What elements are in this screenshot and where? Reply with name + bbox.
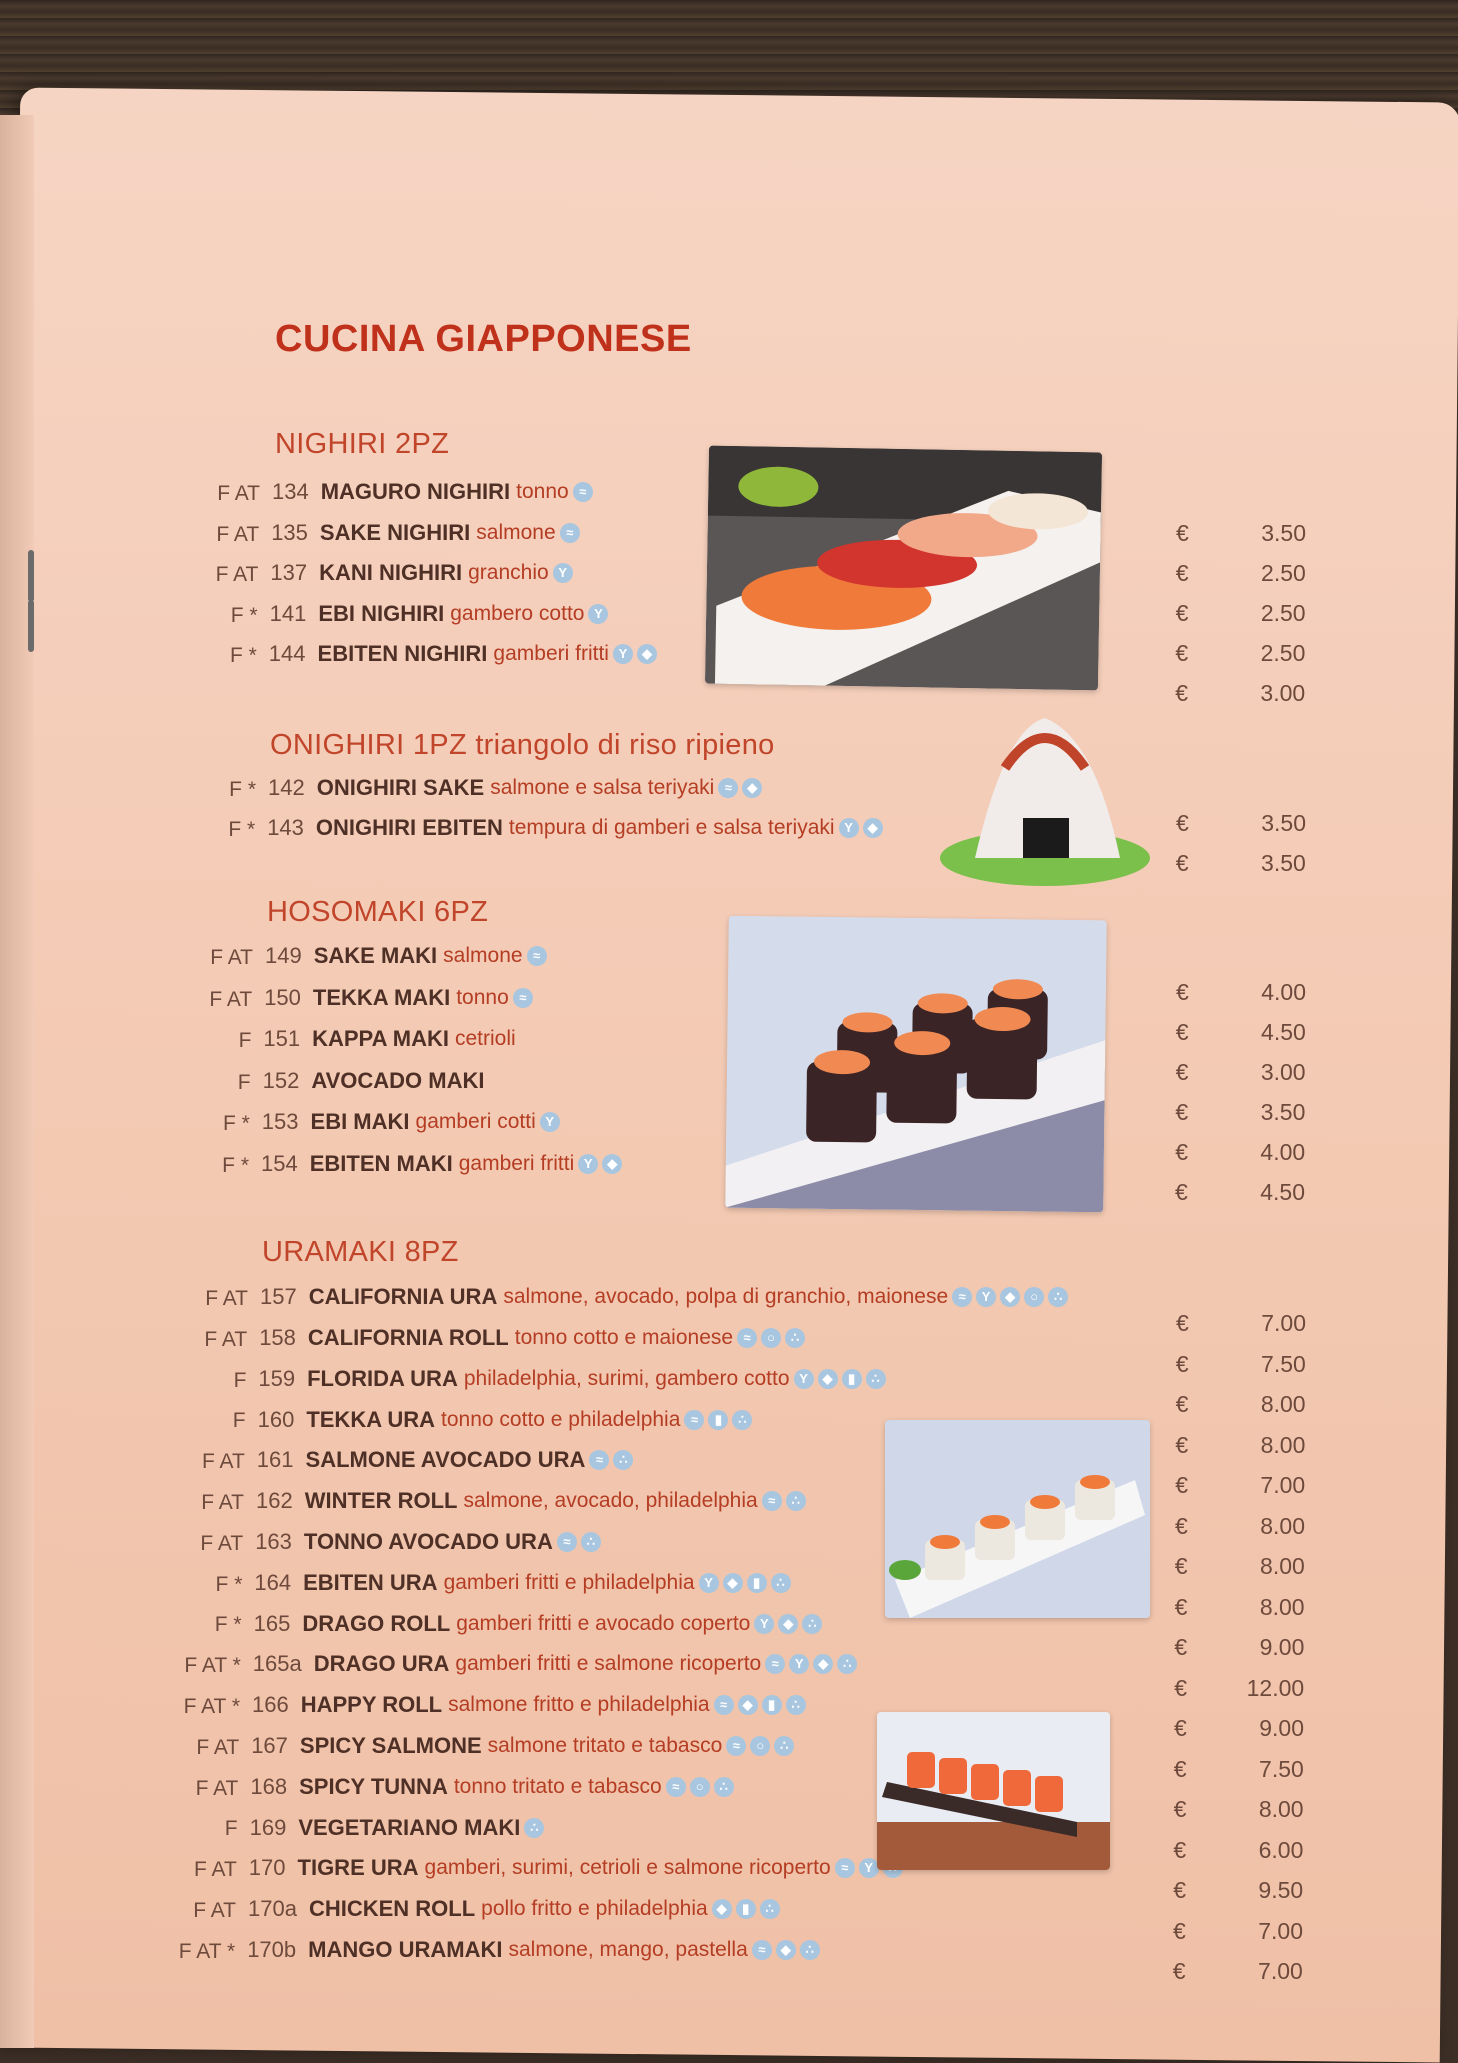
crustacean-icon: Y — [859, 1858, 879, 1878]
currency-symbol: € — [1172, 1958, 1186, 1984]
item-description: gamberi fritti e avocado coperto — [456, 1611, 751, 1635]
egg-icon: ○ — [750, 1736, 770, 1756]
item-number: 169 — [249, 1814, 287, 1840]
menu-item — [215, 1569, 790, 1603]
item-number: 162 — [256, 1488, 293, 1514]
currency-symbol: € — [1176, 810, 1189, 836]
currency-symbol: € — [1175, 1472, 1188, 1498]
item-number: 154 — [261, 1150, 298, 1176]
item-code: F * — [229, 778, 256, 801]
menu-item — [228, 814, 882, 848]
item-number: 170a — [248, 1896, 297, 1922]
gluten-icon: ◆ — [863, 818, 883, 838]
fish-icon: ≈ — [513, 988, 533, 1008]
fish-icon: ≈ — [557, 1532, 577, 1552]
gluten-icon: ◆ — [776, 1940, 796, 1960]
item-description: gamberi fritti e philadelphia — [443, 1570, 695, 1594]
menu-item — [214, 1609, 823, 1643]
gluten-icon: ◆ — [738, 1695, 758, 1715]
item-code: F AT — [210, 946, 253, 969]
item-code: F AT — [195, 1776, 239, 1800]
nighiri-photo — [705, 446, 1102, 691]
onighiri-photo — [935, 708, 1165, 893]
item-code: F * — [215, 1572, 243, 1596]
milk-icon: ▮ — [842, 1369, 862, 1389]
sesame-icon: ∴ — [802, 1614, 822, 1634]
item-description: salmone — [443, 944, 523, 968]
price-amount: 4.50 — [1260, 1179, 1305, 1205]
item-name: SAKE NIGHIRI — [319, 519, 471, 545]
item-code: F * — [228, 818, 256, 841]
item-description: salmone tritato e tabasco — [487, 1733, 723, 1757]
fish-icon: ≈ — [560, 523, 580, 543]
item-name: SALMONE AVOCADO URA — [305, 1447, 586, 1473]
item-code: F AT * — [183, 1695, 240, 1718]
currency-symbol: € — [1175, 680, 1188, 706]
menu-item — [209, 984, 533, 1018]
price-amount: 12.00 — [1246, 1674, 1305, 1701]
price-amount: 3.00 — [1260, 680, 1306, 706]
currency-symbol: € — [1175, 1431, 1189, 1458]
sesame-icon: ∴ — [837, 1654, 857, 1674]
gluten-icon: ◆ — [818, 1369, 838, 1389]
price-amount: 8.00 — [1260, 1553, 1305, 1579]
section-title: HOSOMAKI 6PZ — [267, 896, 489, 928]
gluten-icon: ◆ — [723, 1573, 743, 1593]
item-number: 134 — [272, 479, 309, 505]
item-name: TIGRE URA — [297, 1855, 419, 1881]
menu-title: CUCINA GIAPPONESE — [275, 318, 692, 360]
price-amount: 9.00 — [1259, 1715, 1304, 1741]
price-amount: 8.00 — [1260, 1512, 1305, 1539]
menu-item — [184, 1650, 857, 1684]
item-description: gambero cotto — [450, 601, 585, 625]
fish-icon: ≈ — [762, 1491, 782, 1511]
page-spine — [0, 115, 34, 2048]
item-name: EBITEN URA — [303, 1569, 438, 1595]
item-number: 143 — [267, 815, 304, 841]
fish-icon: ≈ — [718, 778, 738, 798]
price-amount: 3.50 — [1261, 810, 1306, 836]
price-amount: 7.00 — [1261, 1310, 1306, 1336]
section-title: ONIGHIRI 1PZ triangolo di riso ripieno — [270, 729, 775, 761]
menu-item — [216, 519, 579, 553]
price-amount: 8.00 — [1258, 1796, 1304, 1822]
item-code: F AT — [202, 1450, 245, 1474]
item-description: philadelphia, surimi, gambero cotto — [463, 1366, 790, 1390]
item-name: MANGO URAMAKI — [308, 1936, 503, 1962]
menu-item — [230, 600, 609, 634]
sesame-icon: ∴ — [786, 1491, 806, 1511]
price-amount: 2.50 — [1260, 640, 1306, 666]
menu-item — [200, 1528, 601, 1562]
menu-item — [194, 1854, 903, 1888]
hosomaki-photo — [725, 916, 1107, 1213]
item-name: TONNO AVOCADO URA — [303, 1528, 553, 1554]
item-name: TEKKA URA — [306, 1406, 436, 1432]
fish-icon: ≈ — [666, 1777, 686, 1797]
price-amount: 7.00 — [1260, 1472, 1306, 1498]
item-description: gamberi fritti — [493, 642, 609, 666]
sesame-icon: ∴ — [785, 1328, 805, 1348]
currency-symbol: € — [1173, 1917, 1186, 1944]
sesame-icon: ∴ — [732, 1410, 752, 1430]
item-description: tonno tritato e tabasco — [453, 1774, 662, 1798]
item-number: 167 — [251, 1732, 288, 1758]
item-description: salmone, avocado, philadelphia — [463, 1489, 758, 1513]
currency-symbol: € — [1173, 1836, 1187, 1863]
fish-icon: ≈ — [737, 1328, 757, 1348]
currency-symbol: € — [1175, 560, 1189, 586]
item-description: gamberi fritti e salmone ricoperto — [455, 1652, 762, 1676]
item-code: F AT — [205, 1287, 248, 1310]
item-code: F AT — [204, 1327, 248, 1351]
fish-icon: ≈ — [714, 1695, 734, 1715]
item-code: F AT — [193, 1899, 236, 1922]
currency-symbol: € — [1175, 1019, 1189, 1045]
item-number: 161 — [256, 1447, 294, 1473]
item-name: ONIGHIRI EBITEN — [315, 815, 503, 841]
currency-symbol: € — [1175, 1391, 1189, 1417]
item-name: SPICY SALMONE — [299, 1732, 482, 1758]
menu-item — [215, 559, 572, 593]
item-description: gamberi fritti — [458, 1151, 575, 1175]
item-name: SPICY TUNNA — [299, 1773, 448, 1799]
item-code: F * — [222, 1112, 250, 1135]
item-description: tonno cotto e philadelphia — [441, 1407, 681, 1431]
fish-icon: ≈ — [835, 1858, 855, 1878]
item-number: 168 — [250, 1773, 288, 1799]
item-code: F AT — [215, 563, 259, 586]
currency-symbol: € — [1175, 640, 1189, 666]
sesame-icon: ∴ — [866, 1369, 886, 1389]
price-amount: 3.50 — [1261, 850, 1306, 876]
sesame-icon: ∴ — [760, 1899, 780, 1919]
item-number: 142 — [268, 775, 305, 801]
item-number: 135 — [271, 519, 308, 545]
item-number: 151 — [263, 1026, 301, 1052]
nighiri-photo-art — [705, 446, 1102, 691]
uramaki-photo — [885, 1420, 1150, 1618]
item-code: F * — [214, 1613, 242, 1637]
price-amount: 6.00 — [1258, 1836, 1304, 1863]
menu-item — [210, 942, 547, 976]
item-code: F * — [229, 644, 257, 667]
price-amount: 4.00 — [1261, 979, 1306, 1005]
price-amount: 8.00 — [1260, 1431, 1306, 1458]
item-description: gamberi cotti — [415, 1110, 536, 1134]
item-number: 149 — [265, 943, 302, 969]
currency-symbol: € — [1173, 1755, 1187, 1782]
currency-symbol: € — [1176, 520, 1189, 546]
currency-symbol: € — [1176, 979, 1189, 1005]
item-name: AVOCADO MAKI — [311, 1067, 485, 1093]
item-description: salmone fritto e philadelphia — [448, 1693, 710, 1717]
gluten-icon: ◆ — [813, 1654, 833, 1674]
item-number: 137 — [270, 560, 308, 586]
menu-item — [224, 1813, 545, 1847]
menu-item — [237, 1067, 485, 1101]
fish-icon: ≈ — [527, 946, 547, 966]
menu-item — [232, 1405, 753, 1439]
milk-icon: ▮ — [762, 1695, 782, 1715]
item-number: 144 — [268, 641, 306, 667]
menu-item — [178, 1936, 820, 1970]
egg-icon: ○ — [761, 1328, 781, 1348]
spicy-roll-photo — [877, 1712, 1110, 1870]
menu-item — [183, 1691, 806, 1725]
milk-icon: ▮ — [736, 1899, 756, 1919]
sesame-icon: ∴ — [613, 1450, 633, 1470]
item-code: F — [237, 1070, 251, 1094]
price-amount: 4.00 — [1260, 1139, 1306, 1165]
crustacean-icon: Y — [540, 1112, 560, 1132]
item-number: 159 — [258, 1365, 296, 1391]
fish-icon: ≈ — [684, 1410, 704, 1430]
currency-symbol: € — [1175, 1139, 1188, 1165]
menu-item — [238, 1025, 516, 1059]
currency-symbol: € — [1175, 1059, 1189, 1085]
milk-icon: ▮ — [747, 1573, 767, 1593]
crustacean-icon: Y — [553, 563, 573, 583]
menu-item — [217, 478, 593, 512]
currency-symbol: € — [1175, 1350, 1189, 1377]
item-number: 170 — [248, 1855, 286, 1881]
item-name: FLORIDA URA — [307, 1365, 458, 1391]
menu-item — [193, 1895, 780, 1929]
price-amount: 2.50 — [1260, 600, 1306, 626]
crustacean-icon: Y — [839, 818, 859, 838]
currency-symbol: € — [1175, 1179, 1188, 1205]
currency-symbol: € — [1175, 1099, 1189, 1125]
item-name: KANI NIGHIRI — [319, 560, 463, 586]
staple — [28, 600, 34, 652]
sesame-icon: ∴ — [774, 1736, 794, 1756]
item-code: F * — [222, 1153, 249, 1177]
gluten-icon: ◆ — [1000, 1287, 1020, 1307]
price-amount: 9.50 — [1258, 1877, 1304, 1903]
item-name: CHICKEN ROLL — [308, 1896, 476, 1922]
crustacean-icon: Y — [976, 1287, 996, 1307]
item-number: 163 — [255, 1528, 292, 1554]
item-name: KAPPA MAKI — [312, 1026, 449, 1052]
item-description: gamberi, surimi, cetrioli e salmone ricoperto — [424, 1856, 831, 1880]
item-description: tonno — [456, 985, 509, 1009]
currency-symbol: € — [1173, 1877, 1186, 1903]
item-name: SAKE MAKI — [313, 943, 438, 969]
item-name: CALIFORNIA ROLL — [307, 1324, 509, 1350]
item-number: 164 — [254, 1569, 292, 1595]
item-code: F — [224, 1817, 238, 1841]
item-description: pollo fritto e philadelphia — [481, 1897, 708, 1921]
price-amount: 3.50 — [1260, 1099, 1306, 1125]
item-description: salmone, avocado, polpa di granchio, maionese — [503, 1285, 949, 1309]
sesame-icon: ∴ — [800, 1940, 820, 1960]
item-description: granchio — [468, 561, 549, 585]
item-description: tempura di gamberi e salsa teriyaki — [508, 816, 835, 840]
item-description: tonno — [516, 480, 569, 504]
item-name: EBITEN MAKI — [309, 1150, 453, 1176]
egg-icon: ○ — [1024, 1287, 1044, 1307]
price-amount: 7.50 — [1261, 1350, 1306, 1377]
menu-item — [204, 1324, 805, 1358]
gluten-icon: ◆ — [778, 1614, 798, 1634]
item-number: 153 — [261, 1109, 299, 1135]
item-code: F AT * — [184, 1654, 241, 1678]
crustacean-icon: Y — [588, 604, 608, 624]
currency-symbol: € — [1174, 1553, 1188, 1579]
spicy-roll-photo-art — [877, 1712, 1110, 1870]
item-description: cetrioli — [455, 1027, 516, 1051]
fish-icon: ≈ — [726, 1736, 746, 1756]
item-code: F AT — [216, 522, 260, 546]
currency-symbol: € — [1173, 1796, 1187, 1822]
item-name: TEKKA MAKI — [312, 984, 451, 1010]
item-description: salmone, mango, pastella — [508, 1937, 748, 1961]
item-name: MAGURO NIGHIRI — [320, 479, 511, 505]
item-code: F — [232, 1409, 246, 1433]
price-amount: 8.00 — [1259, 1593, 1305, 1620]
item-number: 170b — [247, 1936, 297, 1962]
staple — [28, 550, 34, 602]
item-name: EBI NIGHIRI — [318, 600, 445, 626]
item-name: EBI MAKI — [310, 1109, 410, 1135]
item-number: 141 — [269, 600, 307, 626]
menu-item — [222, 1108, 560, 1142]
price-amount: 7.00 — [1258, 1917, 1303, 1944]
crustacean-icon: Y — [789, 1654, 809, 1674]
fish-icon: ≈ — [589, 1450, 609, 1470]
item-code: F — [233, 1368, 247, 1392]
item-code: F AT — [201, 1491, 244, 1514]
item-name: EBITEN NIGHIRI — [317, 641, 488, 667]
sesame-icon: ∴ — [771, 1573, 791, 1593]
item-number: 165 — [253, 1610, 291, 1636]
currency-symbol: € — [1174, 1715, 1187, 1741]
price-amount: 9.00 — [1259, 1634, 1305, 1660]
currency-symbol: € — [1174, 1674, 1187, 1701]
item-name: CALIFORNIA URA — [308, 1284, 498, 1310]
item-description: salmone e salsa teriyaki — [490, 776, 715, 800]
sesame-icon: ∴ — [1048, 1287, 1068, 1307]
item-description: tonno cotto e maionese — [514, 1325, 734, 1349]
currency-symbol: € — [1175, 600, 1189, 626]
currency-symbol: € — [1175, 850, 1189, 876]
crustacean-icon: Y — [613, 644, 633, 664]
item-name: VEGETARIANO MAKI — [298, 1814, 521, 1840]
gluten-icon: ◆ — [637, 644, 657, 664]
currency-symbol: € — [1174, 1593, 1188, 1620]
menu-item — [195, 1773, 733, 1807]
item-code: F — [238, 1029, 252, 1052]
item-name: DRAGO ROLL — [302, 1610, 451, 1636]
fish-icon: ≈ — [952, 1287, 972, 1307]
egg-icon: ○ — [690, 1777, 710, 1797]
sesame-icon: ∴ — [714, 1777, 734, 1797]
item-name: WINTER ROLL — [304, 1488, 458, 1514]
item-code: F * — [230, 603, 258, 627]
sesame-icon: ∴ — [581, 1532, 601, 1552]
menu-item — [233, 1365, 885, 1399]
item-number: 166 — [252, 1692, 289, 1718]
menu-item — [229, 774, 762, 808]
fish-icon: ≈ — [752, 1940, 772, 1960]
crustacean-icon: Y — [699, 1573, 719, 1593]
currency-symbol: € — [1176, 1310, 1189, 1336]
menu-item — [202, 1446, 634, 1480]
fish-icon: ≈ — [573, 482, 593, 502]
price-amount: 7.00 — [1258, 1958, 1303, 1984]
section-title: URAMAKI 8PZ — [262, 1236, 459, 1268]
item-code: F AT — [217, 482, 260, 505]
item-name: DRAGO URA — [313, 1651, 450, 1677]
item-code: F AT — [196, 1735, 240, 1759]
price-amount: 8.00 — [1260, 1391, 1306, 1417]
crustacean-icon: Y — [578, 1154, 598, 1174]
menu-item — [229, 640, 657, 674]
crustacean-icon: Y — [754, 1614, 774, 1634]
price-amount: 3.00 — [1260, 1059, 1306, 1085]
item-number: 165a — [252, 1651, 302, 1677]
gluten-icon: ◆ — [742, 778, 762, 798]
menu-item — [205, 1283, 1068, 1317]
item-code: F AT * — [178, 1939, 236, 1963]
gluten-icon: ◆ — [602, 1154, 622, 1174]
price-amount: 3.50 — [1261, 520, 1306, 546]
menu-item — [201, 1487, 806, 1521]
item-name: ONIGHIRI SAKE — [316, 775, 485, 801]
item-code: F AT — [200, 1531, 244, 1555]
item-name: HAPPY ROLL — [300, 1692, 443, 1718]
item-code: F AT — [194, 1858, 237, 1882]
item-number: 152 — [262, 1067, 300, 1093]
price-amount: 2.50 — [1261, 560, 1306, 586]
item-number: 157 — [260, 1284, 297, 1310]
currency-symbol: € — [1175, 1512, 1188, 1539]
item-code: F AT — [209, 987, 253, 1011]
item-number: 150 — [264, 984, 301, 1010]
gluten-icon: ◆ — [712, 1899, 732, 1919]
sesame-icon: ∴ — [786, 1695, 806, 1715]
price-amount: 4.50 — [1261, 1019, 1306, 1045]
currency-symbol: € — [1174, 1634, 1188, 1660]
item-description: salmone — [476, 520, 556, 544]
crustacean-icon: Y — [794, 1369, 814, 1389]
sesame-icon: ∴ — [524, 1818, 544, 1838]
item-number: 158 — [259, 1324, 296, 1350]
milk-icon: ▮ — [708, 1410, 728, 1430]
hosomaki-photo-art — [725, 916, 1107, 1213]
uramaki-photo-art — [885, 1420, 1150, 1618]
onighiri-photo-art — [935, 708, 1165, 893]
menu-item — [222, 1150, 622, 1184]
fish-icon: ≈ — [765, 1654, 785, 1674]
menu-item — [196, 1732, 794, 1766]
section-title: NIGHIRI 2PZ — [275, 428, 450, 460]
item-number: 160 — [257, 1406, 295, 1432]
price-amount: 7.50 — [1259, 1755, 1304, 1782]
